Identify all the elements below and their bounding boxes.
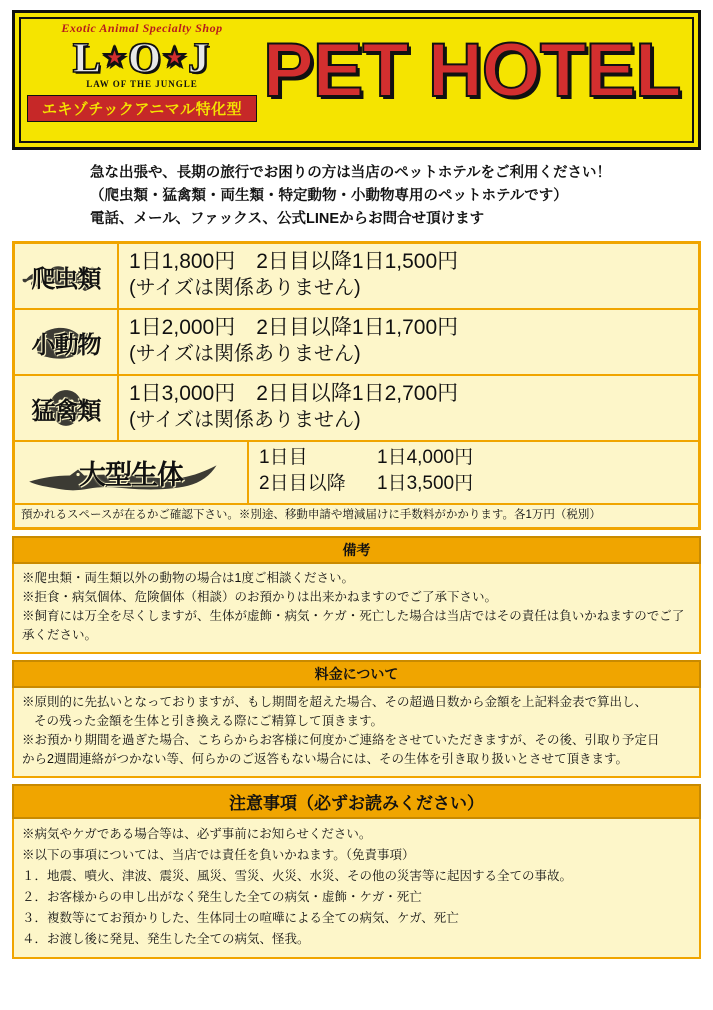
price-line-1: 1日1,800円 2日目以降1日1,500円 [129, 250, 459, 273]
star-icon-2: ★ [162, 43, 189, 72]
category-label: 小動物 [31, 331, 101, 359]
logo-subtitle: LAW OF THE JUNGLE [86, 79, 198, 89]
section-heading: 料金について [12, 660, 701, 688]
price-line-2: (サイズは関係ありません) [129, 343, 361, 365]
price-value-2: 1日3,500円 [377, 473, 474, 494]
price-table-note: 預かれるスペースが在るかご確認下さい。※別途、移動申請や増減届けに手数料がかかります。各1万円（税別） [21, 509, 601, 521]
price-value-1: 1日4,000円 [377, 447, 474, 468]
table-row [15, 244, 698, 310]
page-title: PET HOTEL [263, 28, 681, 113]
category-cell-small-animals [15, 310, 119, 374]
logo-tagline: Exotic Animal Specialty Shop [61, 21, 223, 35]
price-cell [249, 442, 698, 503]
logo-japanese-tagline: エキゾチックアニマル特化型 [27, 95, 257, 122]
category-label: 爬虫類 [31, 265, 101, 293]
category-label: 猛禽類 [31, 397, 101, 425]
caution-item-2: ２．お客様からの申し出がなく発生した全ての病気・虚飾・ケガ・死亡 [22, 890, 422, 904]
price-line-2 [259, 471, 690, 497]
section-body [12, 819, 701, 959]
price-cell [119, 310, 698, 374]
logo-letters [27, 36, 257, 81]
price-line-1: 1日2,000円 2日目以降1日1,700円 [129, 316, 459, 339]
fee-line-4: から2週間連絡がつかない等、何らかのご返答もない場合には、その生体を引き取り扱いとさせて頂きます。 [22, 752, 628, 766]
category-cell-raptors [15, 376, 119, 440]
fee-line-2: その残った金額を生体と引き換える際にご精算して頂きます。 [34, 714, 384, 728]
category-cell-large-animals [15, 442, 249, 503]
intro-text [12, 162, 701, 231]
remark-line-3: ※飼育には万全を尽くしますが、生体が虚飾・病気・ケガ・死亡した場合は当店ではその責任は負いかねますのでご了承ください。 [22, 609, 685, 642]
intro-line-3: 電話、メール、ファックス、公式LINEからお問合せ頂けます [90, 211, 485, 227]
caution-item-3: ３．複数等にてお預かりした、生体同士の喧嘩による全ての病気、ケガ、死亡 [22, 911, 459, 925]
table-row-large-animals [15, 442, 698, 505]
category-label: 大型生体 [79, 460, 183, 490]
logo-letter-o: O [128, 36, 163, 82]
star-icon: ★ [102, 43, 129, 72]
price-line-2: (サイズは関係ありません) [129, 409, 361, 431]
price-cell [119, 244, 698, 308]
section-heading: 備考 [12, 536, 701, 564]
price-table [12, 241, 701, 530]
price-key-2: 2日目以降 [259, 473, 346, 494]
flyer-page [0, 10, 713, 1010]
intro-line-2: （爬虫類・猛禽類・両生類・特定動物・小動物専用のペットホテルです） [90, 188, 568, 204]
table-row [15, 310, 698, 376]
logo-letter-l: L [72, 36, 103, 82]
section-fees [12, 660, 701, 778]
fee-line-3: ※お預かり期間を過ぎた場合、こちらからお客様に何度かご連絡をさせていただきますが、その後、引取り予定日 [22, 733, 660, 747]
section-remarks [12, 536, 701, 654]
price-line-2: (サイズは関係ありません) [129, 277, 361, 299]
price-cell [119, 376, 698, 440]
caution-line-2: ※以下の事項については、当店では責任を負いかねます。（免責事項） [22, 848, 415, 862]
caution-item-4: ４．お渡し後に発見、発生した全ての病気、怪我。 [22, 932, 310, 946]
header-banner [12, 10, 701, 150]
section-heading: 注意事項（必ずお読みください） [12, 784, 701, 819]
remark-line-2: ※拒食・病気個体、危険個体（相談）のお預かりは出来かねますのでご了承下さい。 [22, 590, 498, 604]
price-line-1 [259, 445, 690, 471]
category-cell-reptiles [15, 244, 119, 308]
fee-line-1: ※原則的に先払いとなっておりますが、もし期間を超えた場合、その超過日数から金額を上記料金表で算出し、 [22, 695, 648, 709]
section-body [12, 688, 701, 778]
caution-line-1: ※病気やケガである場合等は、必ず事前にお知らせください。 [22, 827, 372, 841]
table-row [15, 376, 698, 442]
intro-line-1: 急な出張や、長期の旅行でお困りの方は当店のペットホテルをご利用ください！ [90, 165, 611, 181]
shop-logo [27, 21, 257, 141]
caution-item-1: １．地震、噴火、津波、震災、風災、雪災、火災、水災、その他の災害等に起因する全ての事故。 [22, 869, 573, 883]
price-line-1: 1日3,000円 2日目以降1日2,700円 [129, 382, 459, 405]
section-caution [12, 784, 701, 959]
price-key-1: 1日目 [259, 447, 308, 468]
section-body [12, 564, 701, 654]
remark-line-1: ※爬虫類・両生類以外の動物の場合は1度ご相談ください。 [22, 571, 354, 585]
logo-letter-j: J [188, 36, 212, 82]
